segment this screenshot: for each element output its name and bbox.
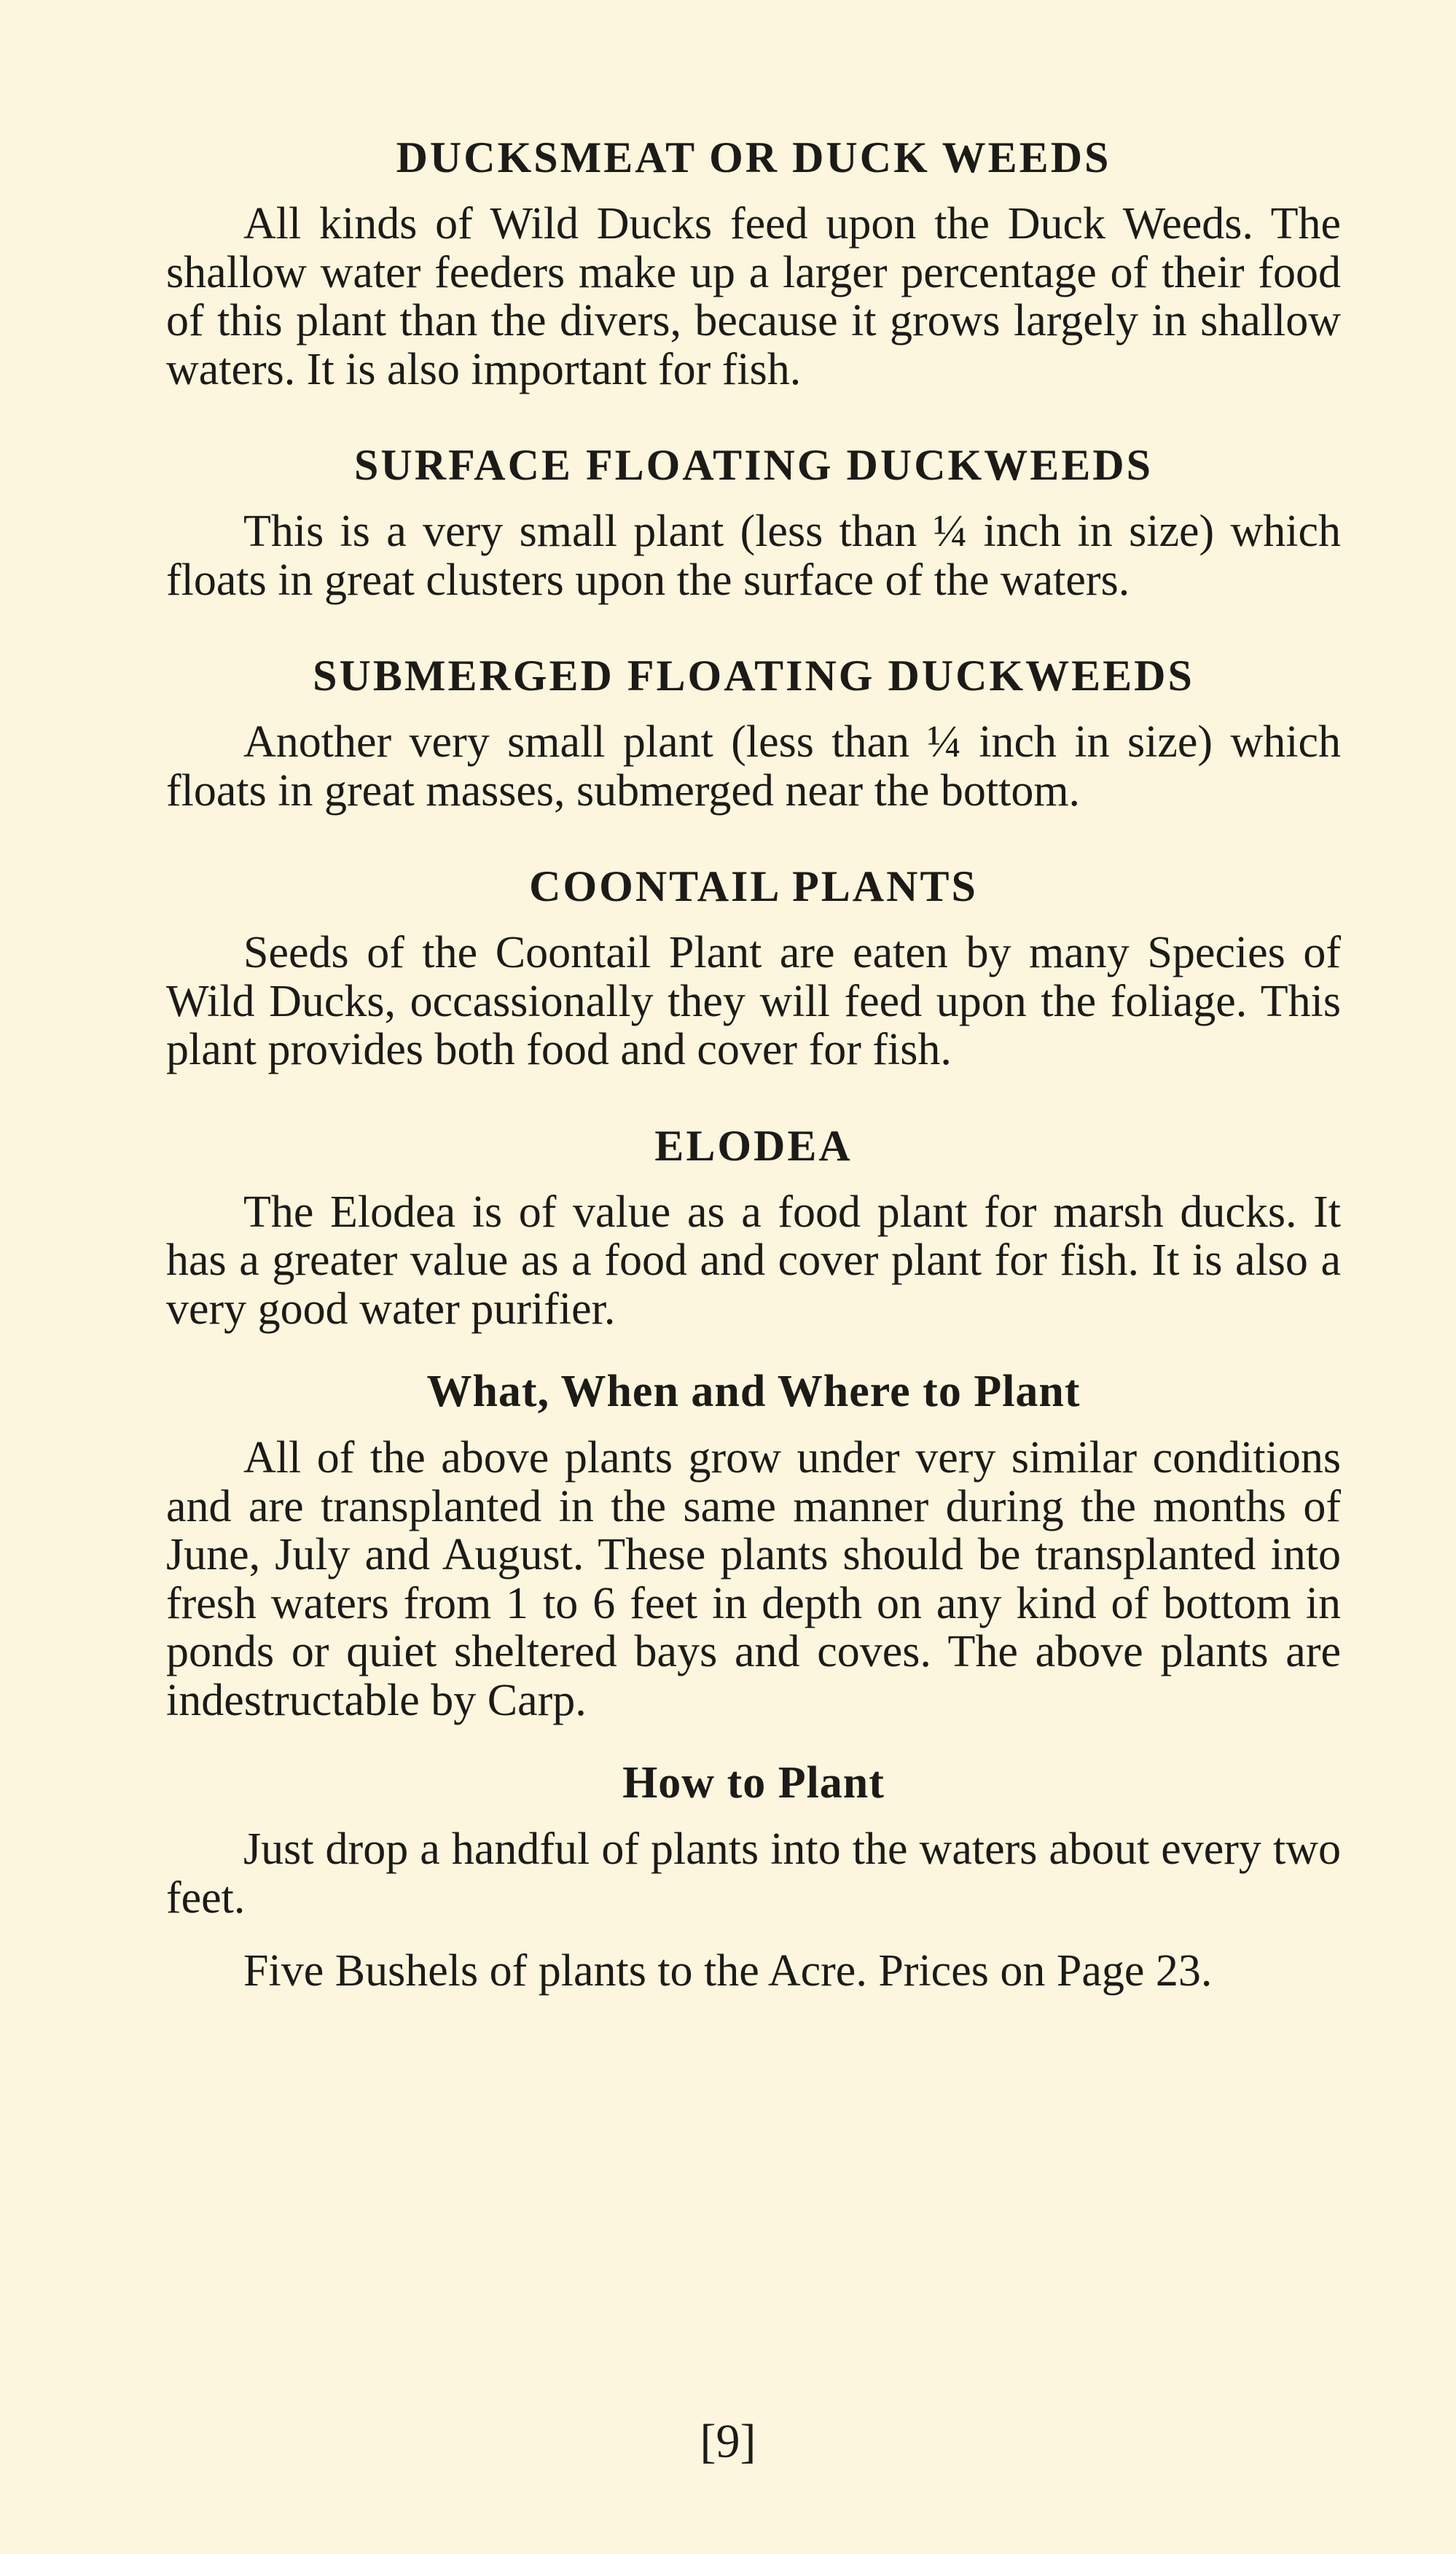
paragraph-elodea: The Elodea is of value as a food plant for marsh ducks. It has a greater value as a food and cover plant for fish. It is also a very good water purifier. (166, 1187, 1341, 1334)
paragraph-submerged-floating: Another very small plant (less than ¼ inch in size) which floats in great masses, submerged near the bottom. (166, 717, 1341, 816)
paragraph-how-to-plant: Just drop a handful of plants into the waters about every two feet. (166, 1824, 1341, 1923)
paragraph-ducksmeat: All kinds of Wild Ducks feed upon the Duck Weeds. The shallow water feeders make up a larger percentage of their food of this plant than the divers, because it grows largely in shallow waters. It is also important for fish. (166, 199, 1341, 394)
spacer (166, 1725, 1341, 1757)
paragraph-surface-floating: This is a very small plant (less than ¼ inch in size) which floats in great clusters upon the surface of the waters. (166, 507, 1341, 605)
spacer (166, 913, 1341, 929)
page-number: [9] (700, 2415, 756, 2468)
heading-how-to-plant: How to Plant (622, 1758, 885, 1808)
spacer (166, 1809, 1341, 1825)
spacer (166, 394, 1341, 439)
paragraph-prices: Five Bushels of plants to the Acre. Prices on Page 23. (243, 1946, 1213, 1996)
heading-ducksmeat: DUCKSMEAT OR DUCK WEEDS (396, 133, 1111, 181)
spacer (166, 184, 1341, 200)
page-content (166, 131, 1341, 1996)
spacer (166, 1333, 1341, 1365)
spacer (166, 604, 1341, 649)
spacer (166, 491, 1341, 507)
heading-what-when-where: What, When and Where to Plant (426, 1367, 1081, 1416)
spacer (166, 1172, 1341, 1188)
paragraph-what-when-where: All of the above plants grow under very similar conditions and are transplanted in the same manner during the months of June, July and August. These plants should be transplanted into fresh waters from 1 to 6 feet in depth on any kind of bottom in ponds or quiet sheltered bays and coves. The above plants are indestructable by Carp. (166, 1433, 1341, 1725)
heading-submerged-floating: SUBMERGED FLOATING DUCKWEEDS (313, 652, 1194, 700)
spacer (166, 702, 1341, 718)
heading-surface-floating: SURFACE FLOATING DUCKWEEDS (354, 441, 1153, 489)
heading-elodea: ELODEA (654, 1121, 853, 1170)
spacer (166, 1418, 1341, 1434)
spacer (166, 1074, 1341, 1120)
spacer (166, 815, 1341, 860)
heading-coontail: COONTAIL PLANTS (529, 862, 978, 910)
paragraph-coontail: Seeds of the Coontail Plant are eaten by many Species of Wild Ducks, occassionally they will feed upon the foliage. This plant provides both food and cover for fish. (166, 928, 1341, 1074)
spacer (166, 1922, 1341, 1947)
